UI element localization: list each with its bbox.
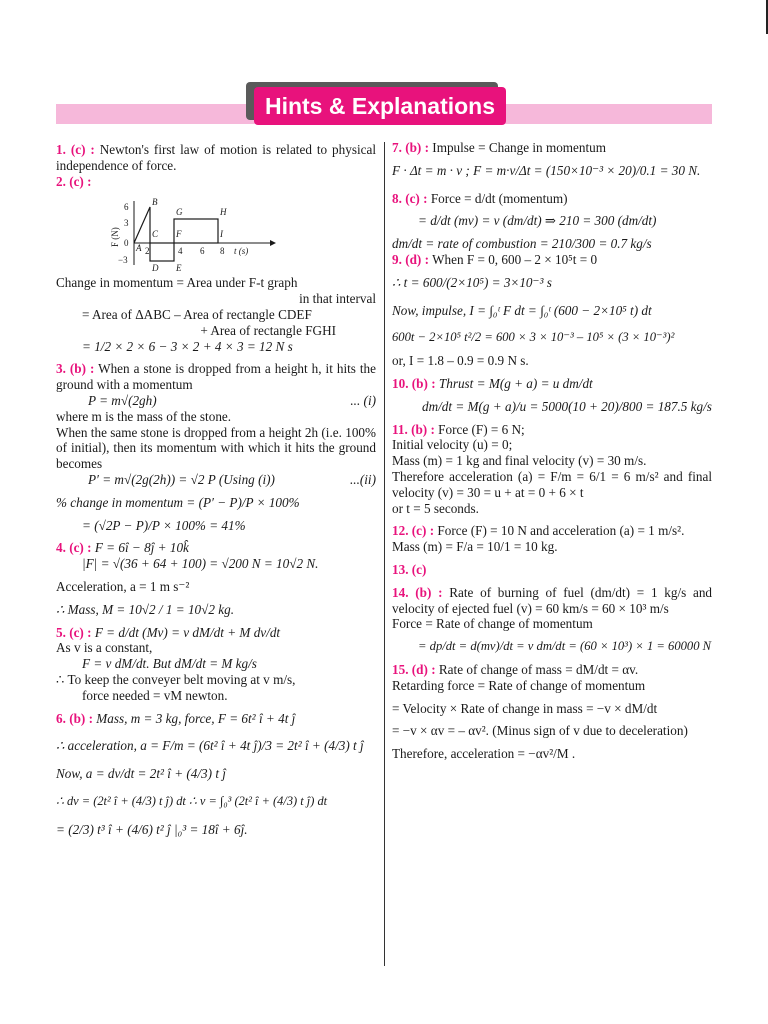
answer-12: 12. (c) : Force (F) = 10 N and acceleration (a) = 1 m/s². (392, 523, 685, 539)
graph-ylabel: F (N) (110, 227, 120, 248)
answer-5-line: F = v dM/dt. But dM/dt = M kg/s (82, 656, 257, 672)
graph-point: E (176, 263, 182, 274)
answer-15-line: = Velocity × Rate of change in mass = −v × dM/dt (392, 700, 658, 716)
graph-xtick: 6 (200, 246, 205, 257)
answer-5-line: force needed = vM newton. (82, 687, 228, 703)
answer-6-line: ∴ acceleration, a = F/m = (6t² î + 4t ĵ)/3 = 2t² î + (4/3) t ĵ (56, 738, 364, 754)
answer-7: 7. (b) : Impulse = Change in momentum (392, 140, 607, 155)
answer-4: 4. (c) : F = 6î − 8ĵ + 10k̂ (56, 540, 189, 556)
answer-11-line: Therefore acceleration (a) = F/m = 6/1 = 6 m/s² and final velocity (v) = 30 = u + at = 0 + 6 × t (392, 468, 712, 500)
answer-8-line: = d/dt (mv) = v (dm/dt) ⇒ 210 = 300 (dm/dt) (418, 213, 657, 229)
answer-2: 2. (c) : (56, 173, 92, 189)
answer-8: 8. (c) : Force = d/dt (momentum) (392, 190, 568, 206)
graph-xtick: 2 (145, 246, 150, 257)
answer-3-line: P = m√(2gh) ... (i) (88, 392, 376, 408)
answer-3-line: P′ = m√(2g(2h)) = √2 P (Using (i)) ...(ii) (88, 471, 376, 487)
answer-1: 1. (c) : Newton's first law of motion is related to physical independence of force. (56, 142, 376, 173)
answer-9-line: 600t − 2×10⁵ t²/2 = 600 × 3 × 10⁻³ – 10⁵ × (3 × 10⁻³)² (392, 330, 675, 345)
graph-point: C (152, 229, 159, 240)
answer-5-line: ∴ To keep the conveyer belt moving at v m/s, (56, 671, 296, 687)
graph-point: I (220, 229, 223, 240)
answer-6-line: ∴ dv = (2t² î + (4/3) t ĵ) dt ∴ v = ∫₀³ (2t² î + (4/3) t ĵ) dt (56, 793, 328, 808)
answer-3-line: % change in momentum = (P′ − P)/P × 100% (56, 494, 300, 510)
answer-10: 10. (b) : Thrust = M(g + a) = u dm/dt (392, 375, 593, 391)
graph-xtick: 4 (178, 246, 183, 257)
answer-11-line: Initial velocity (u) = 0; (392, 437, 513, 453)
answer-2-line: in that interval (299, 291, 376, 307)
right-column (392, 140, 712, 762)
graph-xtick: 8 (220, 246, 225, 257)
answer-6-line: Now, a = dv/dt = 2t² î + (4/3) t ĵ (56, 766, 226, 782)
answer-14: 14. (b) : Rate of burning of fuel (dm/dt) = 1 kg/s and velocity of ejected fuel (v) = 60 km/s = 60 × 10³ m/s (392, 584, 713, 616)
answer-2-line: = Area of ΔABC – Area of rectangle CDEF (82, 306, 312, 322)
graph-ytick: 3 (124, 218, 129, 229)
graph-ytick: 0 (124, 238, 129, 249)
force-time-graph (102, 193, 302, 273)
column-divider (384, 142, 385, 966)
answer-3-line: where m is the mass of the stone. (56, 408, 232, 424)
answer-15: 15. (d) : Rate of change of mass = dM/dt = αv. (392, 661, 639, 677)
answer-14-line: Force = Rate of change of momentum (392, 616, 593, 632)
answer-15-line: = −v × αv = – αv². (Minus sign of v due to deceleration) (392, 723, 688, 739)
answer-7-line: F · Δt = m · v ; F = m·v/Δt = (150×10⁻³ × 20)/0.1 = 30 N. (392, 162, 701, 178)
answer-3: 3. (b) : When a stone is dropped from a height h, it hits the ground with a momentum (56, 361, 377, 393)
answer-10-line: dm/dt = M(g + a)/u = 5000(10 + 20)/800 = 187.5 kg/s (422, 398, 712, 414)
answer-11-line: or t = 5 seconds. (392, 500, 479, 516)
answer-3-line: When the same stone is dropped from a height 2h (i.e. 100% of initial), then its momentum with which it hits the ground becomes (56, 424, 376, 472)
answer-5: 5. (c) : F = d/dt (Mv) = v dM/dt + M dv/dt (56, 624, 281, 640)
graph-xlabel: t (s) (234, 246, 249, 257)
graph-point: G (176, 207, 183, 218)
graph-ytick: −3 (118, 255, 128, 266)
graph-ytick: 6 (124, 202, 129, 213)
graph-point: F (176, 229, 182, 240)
answer-6: 6. (b) : Mass, m = 3 kg, force, F = 6t² î + 4t ĵ (56, 710, 296, 726)
graph-point: A (136, 243, 142, 254)
answer-9-line: Now, impulse, I = ∫₀ᵗ F dt = ∫₀ᵗ (600 − 2×10⁵ t) dt (392, 302, 652, 318)
answer-9-line: or, I = 1.8 – 0.9 = 0.9 N s. (392, 353, 529, 369)
page-title: Hints & Explanations (254, 87, 506, 125)
answer-12-line: Mass (m) = F/a = 10/1 = 10 kg. (392, 539, 558, 555)
answer-4-line: ∴ Mass, M = 10√2 / 1 = 10√2 kg. (56, 601, 235, 617)
answer-2-line: = 1/2 × 2 × 6 − 3 × 2 + 4 × 3 = 12 N s (82, 338, 293, 354)
answer-11-line: Mass (m) = 1 kg and final velocity (v) = 30 m/s. (392, 453, 647, 469)
answer-15-line: Therefore, acceleration = −αv²/M . (392, 746, 576, 762)
answer-9-line: ∴ t = 600/(2×10⁵) = 3×10⁻³ s (392, 274, 552, 290)
answer-13: 13. (c) (392, 561, 427, 577)
answer-14-line: = dp/dt = d(mv)/dt = v dm/dt = (60 × 10³) × 1 = 60000 N (418, 639, 712, 654)
graph-point: H (220, 207, 227, 218)
answer-5-line: As v is a constant, (56, 640, 153, 656)
graph-point: B (152, 197, 158, 208)
answer-15-line: Retarding force = Rate of change of momentum (392, 677, 646, 693)
answer-8-line: dm/dt = rate of combustion = 210/300 = 0.7 kg/s (392, 236, 652, 252)
answer-9: 9. (d) : When F = 0, 600 – 2 × 10⁵t = 0 (392, 251, 598, 267)
answer-4-line: |F| = √(36 + 64 + 100) = √200 N = 10√2 N. (82, 556, 319, 572)
answer-2-line: Change in momentum = Area under F-t graph (56, 275, 298, 291)
answer-6-line: = (2/3) t³ î + (4/6) t² ĵ |₀³ = 18î + 6ĵ. (56, 821, 248, 837)
answer-11: 11. (b) : Force (F) = 6 N; (392, 421, 525, 437)
answer-4-line: Acceleration, a = 1 m s⁻² (56, 578, 190, 594)
answer-3-line: = (√2P − P)/P × 100% = 41% (82, 517, 246, 533)
graph-point: D (152, 263, 159, 274)
left-column (56, 142, 376, 838)
answer-2-line: + Area of rectangle FGHI (200, 322, 336, 338)
